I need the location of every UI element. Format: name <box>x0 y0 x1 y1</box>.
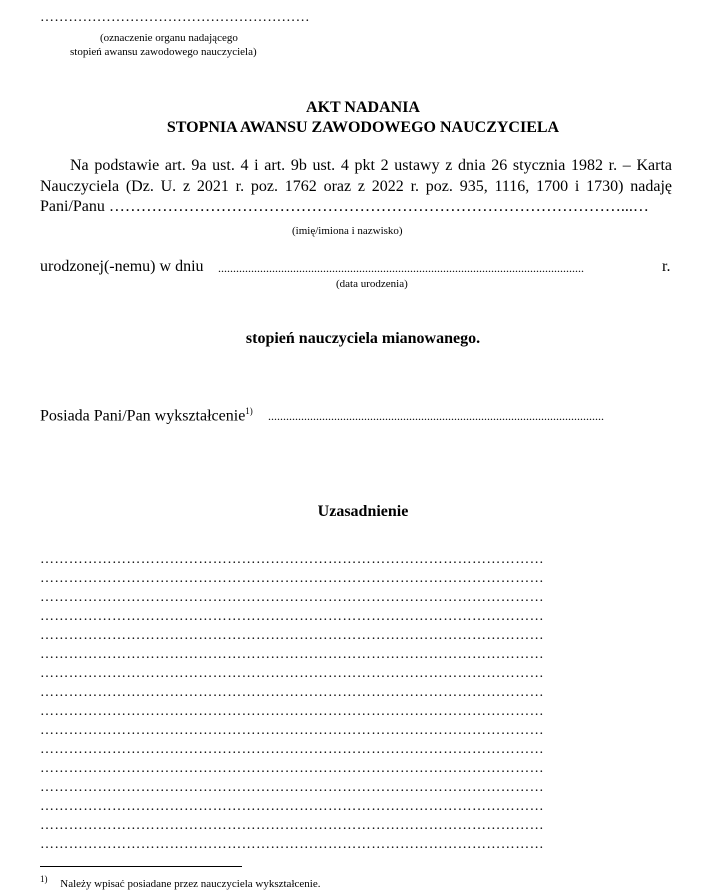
issuer-signature-dots: ………………………………………………… <box>40 10 310 25</box>
justification-heading: Uzasadnienie <box>317 503 409 520</box>
education-footnote-ref: 1) <box>245 406 253 416</box>
birth-suffix: r. <box>662 258 671 275</box>
justification-line: …………………………………………………………………………………………… <box>40 780 544 795</box>
justification-line: …………………………………………………………………………………………… <box>40 552 544 567</box>
footnote-ref: 1) <box>40 874 48 884</box>
degree-statement: stopień nauczyciela mianowanego. <box>245 330 481 347</box>
justification-line: …………………………………………………………………………………………… <box>40 609 544 624</box>
birth-label: urodzonej(-nemu) w dniu <box>40 258 204 275</box>
justification-line: …………………………………………………………………………………………… <box>40 647 544 662</box>
justification-line: …………………………………………………………………………………………… <box>40 590 544 605</box>
justification-line: …………………………………………………………………………………………… <box>40 818 544 833</box>
name-caption: (imię/imiona i nazwisko) <box>292 225 403 237</box>
intro-text: Na podstawie art. 9a ust. 4 i art. 9b ust. 4 pkt 2 ustawy z dnia 26 stycznia 1982 r. – Karta Nauczyciela (Dz. U. z 2021 r. poz. 1762 oraz z 2022 r. poz. 935, 1116, 1700 i 1730) nadaję Pani/Panu ……………………………………………………………………………………...… <box>40 157 672 215</box>
justification-line: …………………………………………………………………………………………… <box>40 742 544 757</box>
education-dots: ................................................................................................................ <box>268 409 604 423</box>
justification-line: …………………………………………………………………………………………… <box>40 666 544 681</box>
birth-line <box>40 258 672 276</box>
document-title-line2: STOPNIA AWANSU ZAWODOWEGO NAUCZYCIELA <box>166 119 560 136</box>
intro-paragraph <box>40 156 672 218</box>
justification-line: …………………………………………………………………………………………… <box>40 704 544 719</box>
issuer-caption-line1: (oznaczenie organu nadającego <box>100 32 238 44</box>
justification-line: …………………………………………………………………………………………… <box>40 761 544 776</box>
justification-line: …………………………………………………………………………………………… <box>40 628 544 643</box>
birth-dots: .......................................................................................................................... <box>218 261 584 275</box>
justification-line: …………………………………………………………………………………………… <box>40 571 544 586</box>
justification-line: …………………………………………………………………………………………… <box>40 837 544 852</box>
birth-caption: (data urodzenia) <box>336 278 408 290</box>
document-title-line1: AKT NADANIA <box>306 99 420 116</box>
justification-line: …………………………………………………………………………………………… <box>40 799 544 814</box>
footnote-separator <box>40 866 242 867</box>
justification-line: …………………………………………………………………………………………… <box>40 685 544 700</box>
footnote-text: Należy wpisać posiadane przez nauczyciela wykształcenie. <box>60 877 321 890</box>
footnote <box>40 874 320 890</box>
issuer-caption-line2: stopień awansu zawodowego nauczyciela) <box>70 46 257 58</box>
education-line <box>40 406 672 425</box>
education-label: Posiada Pani/Pan wykształcenie <box>40 407 246 425</box>
justification-line: …………………………………………………………………………………………… <box>40 723 544 738</box>
